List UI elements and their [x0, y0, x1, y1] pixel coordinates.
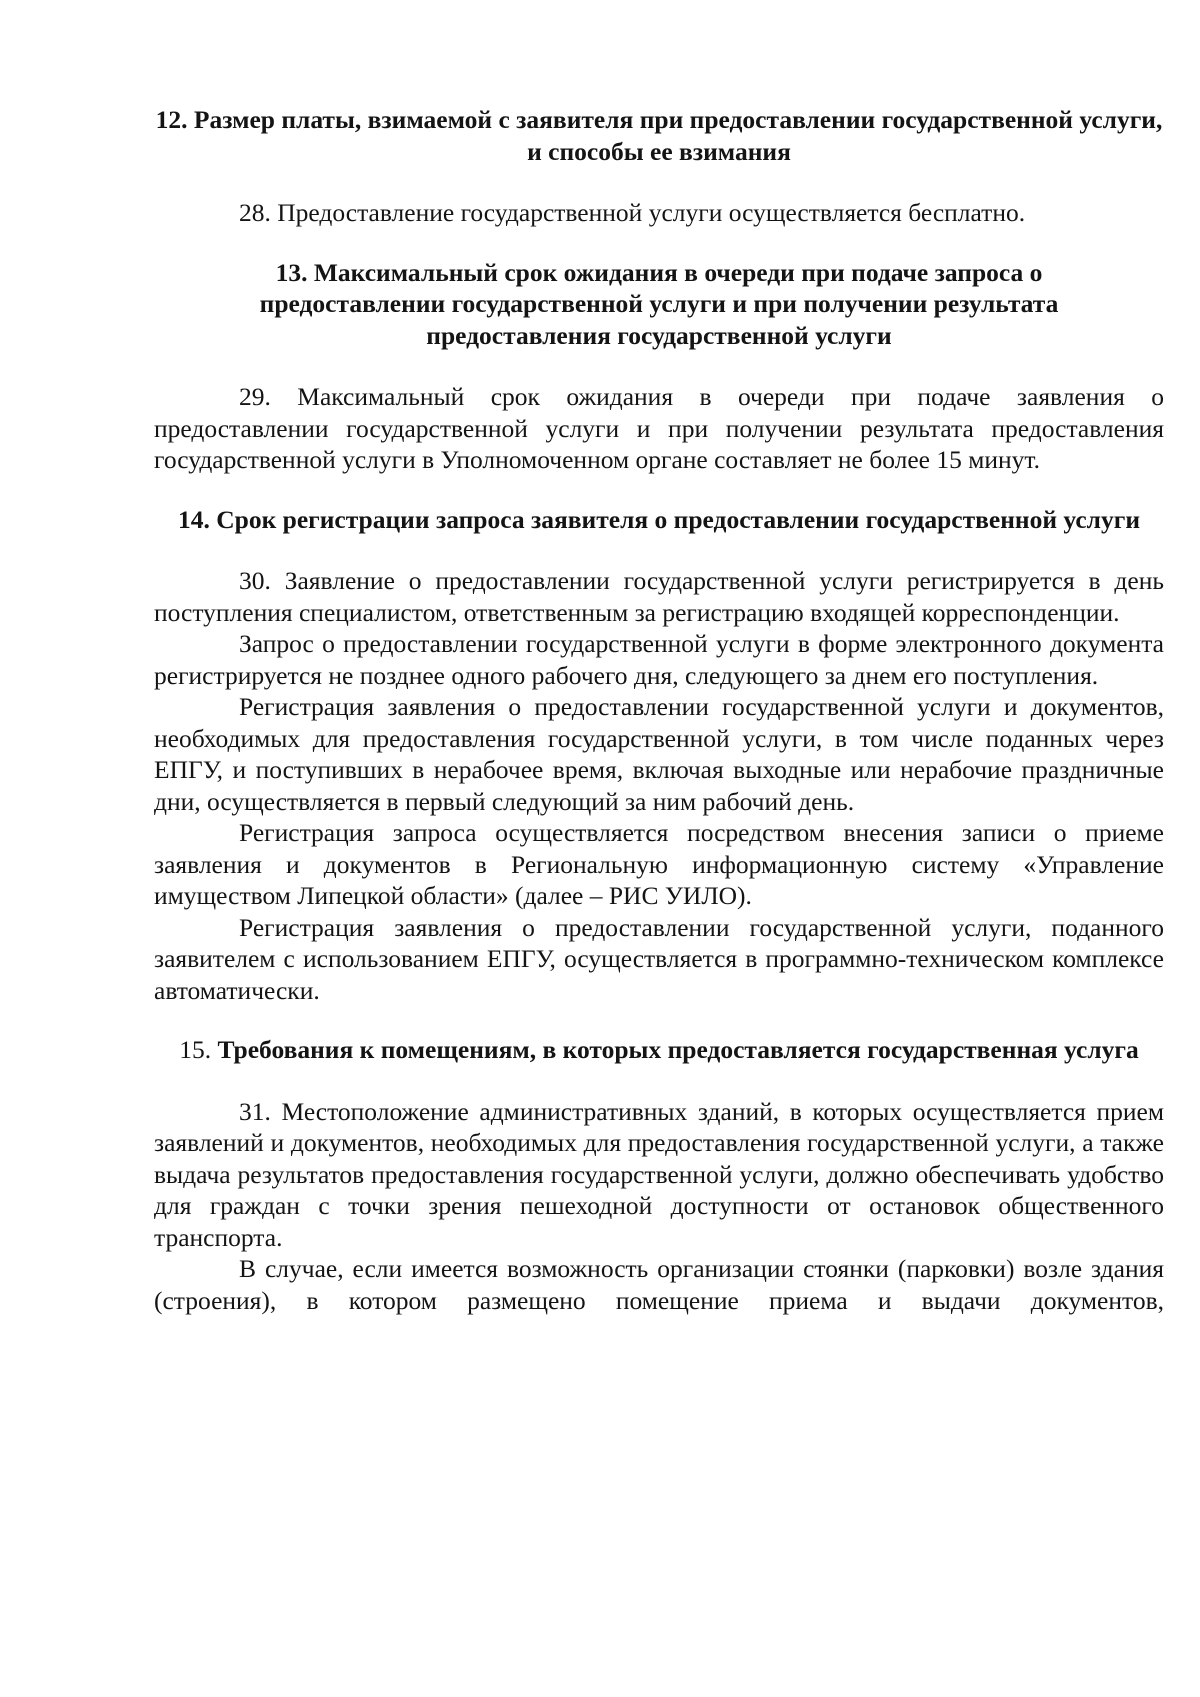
section-15-heading-number: 15. — [179, 1035, 212, 1064]
paragraph-30-electronic-request: Запрос о предоставлении государственной услуги в форме электронного документа регистрируется не позднее одного рабочего дня, следующего за днем его поступления. — [154, 629, 1164, 690]
section-15-heading — [154, 1034, 1164, 1066]
paragraph-30-registration-ris: Регистрация запроса осуществляется посредством внесения записи о приеме заявления и документов в Региональную информационную систему «Управление имуществом Липецкой области» (далее – РИС УИЛО). — [154, 818, 1164, 910]
paragraph-30-registration-epgu: Регистрация заявления о предоставлении государственной услуги, поданного заявителем с использованием ЕПГУ, осуществляется в программно-техническом комплексе автоматически. — [154, 912, 1164, 1005]
section-13-heading: 13. Максимальный срок ожидания в очереди при подаче запроса о предоставлении государственной услуги и при получении результата предоставления государственной услуги — [259, 257, 1059, 350]
section-15-heading-text: Требования к помещениям, в которых предоставляется государственная услуга — [217, 1035, 1139, 1064]
document-page — [154, 104, 1164, 1316]
paragraph-30-registration-nonworking: Регистрация заявления о предоставлении государственной услуги и документов, необходимых для предоставления государственной услуги, в том числе поданных через ЕПГУ, и поступивших в нерабочее время, включая выходные или нерабочие праздничные дни, осуществляется в первый следующий за ним рабочий день. — [154, 692, 1164, 816]
section-14-heading: 14. Срок регистрации запроса заявителя о предоставлении государственной услуги — [177, 504, 1141, 534]
paragraph-31-parking: В случае, если имеется возможность организации стоянки (парковки) возле здания (строения), в котором размещено помещение приема и выдачи документов, — [154, 1254, 1164, 1315]
paragraph-31: 31. Местоположение административных зданий, в которых осуществляется прием заявлений и документов, необходимых для предоставления государственной услуги, а также выдача результатов предоставления государственной услуги, должно обеспечивать удобство для граждан с точки зрения пешеходной доступности от остановок общественного транспорта. — [154, 1096, 1164, 1252]
paragraph-30: 30. Заявление о предоставлении государственной услуги регистрируется в день поступления специалистом, ответственным за регистрацию входящей корреспонденции. — [154, 566, 1164, 627]
paragraph-29: 29. Максимальный срок ожидания в очереди при подаче заявления о предоставлении государственной услуги и при получении результата предоставления государственной услуги в Уполномоченном органе составляет не более 15 минут. — [154, 382, 1164, 474]
paragraph-28: 28. Предоставление государственной услуги осуществляется бесплатно. — [239, 198, 1026, 227]
section-12-heading: 12. Размер платы, взимаемой с заявителя при предоставлении государственной услуги, и способы ее взимания — [155, 105, 1163, 166]
